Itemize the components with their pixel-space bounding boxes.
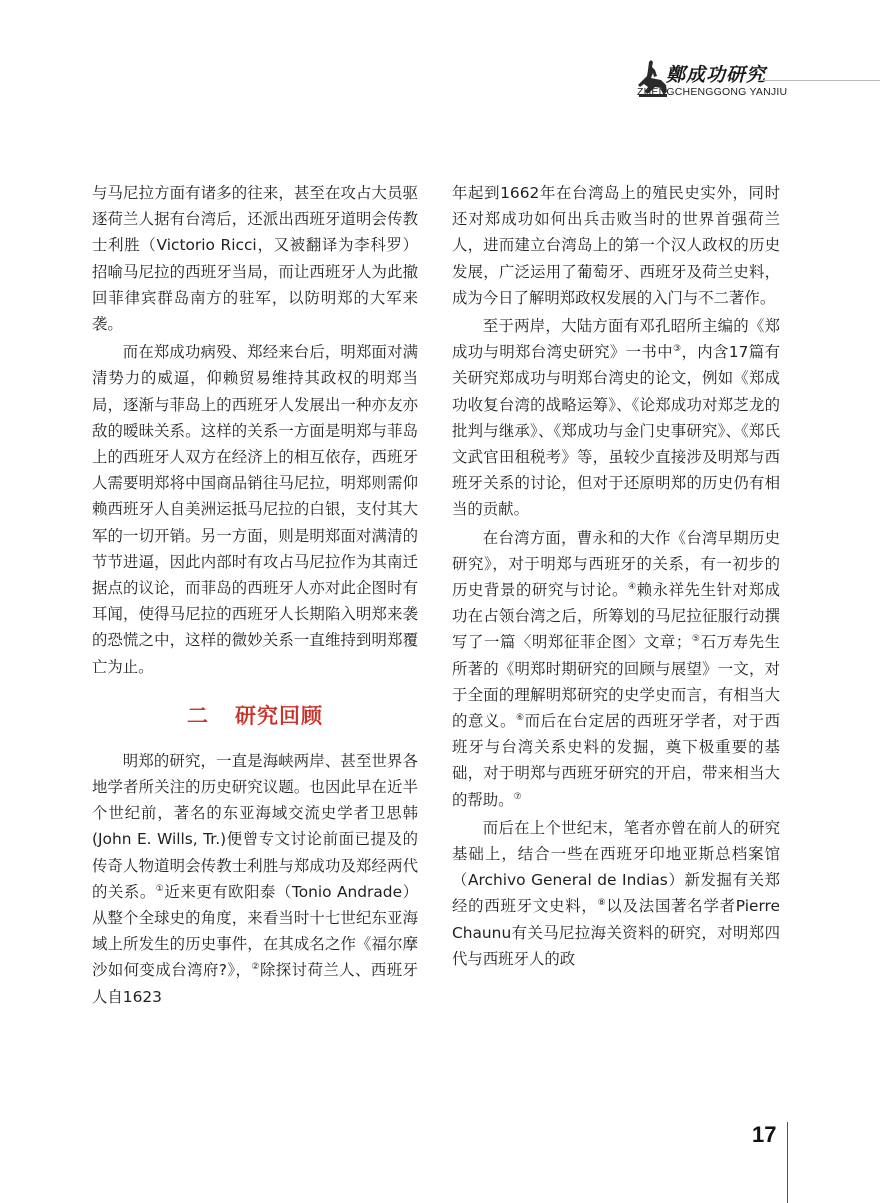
paragraph-text: 年起到1662年在台湾岛上的殖民史实外，同时还对郑成功如何出兵击败当时的世界首强荷兰人，进而建立台湾岛上的第一个汉人政权的历史发展，广泛运用了葡萄牙、西班牙及荷兰史料，成为今日了解明郑政权发展的入门与不二著作。	[452, 184, 780, 307]
footnote-marker: ⑥	[515, 712, 525, 723]
section-number: 二	[187, 703, 209, 728]
left-paragraph-2	[92, 339, 418, 680]
paragraph-text: 明郑的研究，一直是海峡两岸、甚至世界各地学者所关注的历史研究议题。也因此早在近半个世纪前，著名的东亚海域交流史学者卫思韩(John E. Wills, Tr.)便曾专文讨论前面已提及的传奇人物道明会传教士利胜与郑成功及郑经两代的关系。	[92, 751, 418, 901]
paragraph-text: 除探讨荷兰人、西班牙人自1623	[92, 961, 418, 1006]
right-column	[452, 180, 780, 972]
footnote-marker: ②	[251, 962, 260, 973]
paragraph-text: 而在郑成功病殁、郑经来台后，明郑面对满清势力的威逼，仰赖贸易维持其政权的明郑当局，逐渐与菲岛上的西班牙人发展出一种亦友亦敌的暧昧关系。这样的关系一方面是明郑与菲岛上的西班牙人双方在经济上的相互依存，西班牙人需要明郑将中国商品销往马尼拉，明郑则需仰赖西班牙人自美洲运抵马尼拉的白银，支付其大军的一切开销。另一方面，则是明郑面对满清的节节进逼，因此内部时有攻占马尼拉作为其南迁据点的议论，而菲岛的西班牙人亦对此企图时有耳闻，使得马尼拉的西班牙人长期陷入明郑来袭的恐慌之中，这样的微妙关系一直维持到明郑覆亡为止。	[92, 343, 418, 676]
header-divider	[758, 80, 880, 81]
footnote-marker: ④	[627, 581, 637, 592]
left-paragraph-3	[92, 748, 418, 1010]
section-title: 研究回顾	[235, 703, 323, 728]
footnote-marker: ①	[155, 883, 165, 894]
paragraph-text: 而后在上个世纪末，笔者亦曾在前人的研究基础上，结合一些在西班牙印地亚斯总档案馆（Archivo General de Indias）新发掘有关郑经的西班牙文史料，	[452, 818, 780, 916]
right-paragraph-3	[452, 525, 780, 813]
paragraph-text: 至于两岸，大陆方面有邓孔昭所主编的《郑成功与明郑台湾史研究》一书中	[452, 317, 780, 362]
footnote-marker: ⑧	[597, 898, 607, 909]
paragraph-text: 而后在台定居的西班牙学者，对于西班牙与台湾关系史料的发掘，奠下极重要的基础，对于明郑与西班牙研究的开启，带来相当大的帮助。	[452, 712, 780, 809]
paragraph-text: 以及法国著名学者Pierre Chaunu有关马尼拉海关资料的研究，对明郑四代与西班牙人的政	[452, 897, 780, 968]
left-paragraph-1	[92, 180, 418, 337]
section-heading	[92, 700, 418, 730]
right-paragraph-4	[452, 815, 780, 972]
footnote-marker: ⑤	[691, 634, 701, 645]
paragraph-text: 赖永祥先生针对郑成功在占领台湾之后，所筹划的马尼拉征服行动撰写了一篇〈明郑征菲企图〉文章；	[452, 581, 780, 652]
page-number-rule	[787, 1122, 788, 1203]
paragraph-text: 与马尼拉方面有诸多的往来，甚至在攻占大员驱逐荷兰人据有台湾后，还派出西班牙道明会传教士利胜（Victorio Ricci，又被翻译为李科罗）招喻马尼拉的西班牙当局，而让西班牙人为此撤回菲律宾群岛南方的驻军，以防明郑的大军来袭。	[92, 184, 418, 334]
right-paragraph-2	[452, 313, 780, 523]
paragraph-text: ，内含17篇有关研究郑成功与明郑台湾史的论文，例如《郑成功收复台湾的战略运筹》、《论郑成功对郑芝龙的批判与继承》、《郑成功与金门史事研究》、《郑氏文武官田租税考》等，虽较少直接涉及明郑与西班牙关系的讨论，但对于还原明郑的历史仍有相当的贡献。	[452, 343, 780, 519]
paragraph-text: 近来更有欧阳泰（Tonio Andrade）从整个全球史的角度，来看当时十七世纪东亚海域上所发生的历史事件，在其成名之作《福尔摩沙如何变成台湾府?》，	[92, 882, 418, 980]
left-column	[92, 180, 418, 1010]
journal-title: 鄭成功研究	[666, 64, 767, 86]
footnote-marker: ③	[673, 344, 682, 355]
paragraph-text: 石万寿先生所著的《明郑时期研究的回顾与展望》一文，对于全面的理解明郑研究的史学史而言，有相当大的意义。	[452, 633, 780, 731]
paragraph-text: 在台湾方面，曹永和的大作《台湾早期历史研究》，对于明郑与西班牙的关系，有一初步的历史背景的研究与讨论。	[452, 528, 780, 600]
page-number: 17	[752, 1122, 777, 1147]
journal-subtitle: ZHENGCHENGGONG YANJIU	[637, 86, 788, 98]
right-paragraph-1	[452, 180, 780, 311]
footnote-marker: ⑦	[513, 791, 522, 802]
